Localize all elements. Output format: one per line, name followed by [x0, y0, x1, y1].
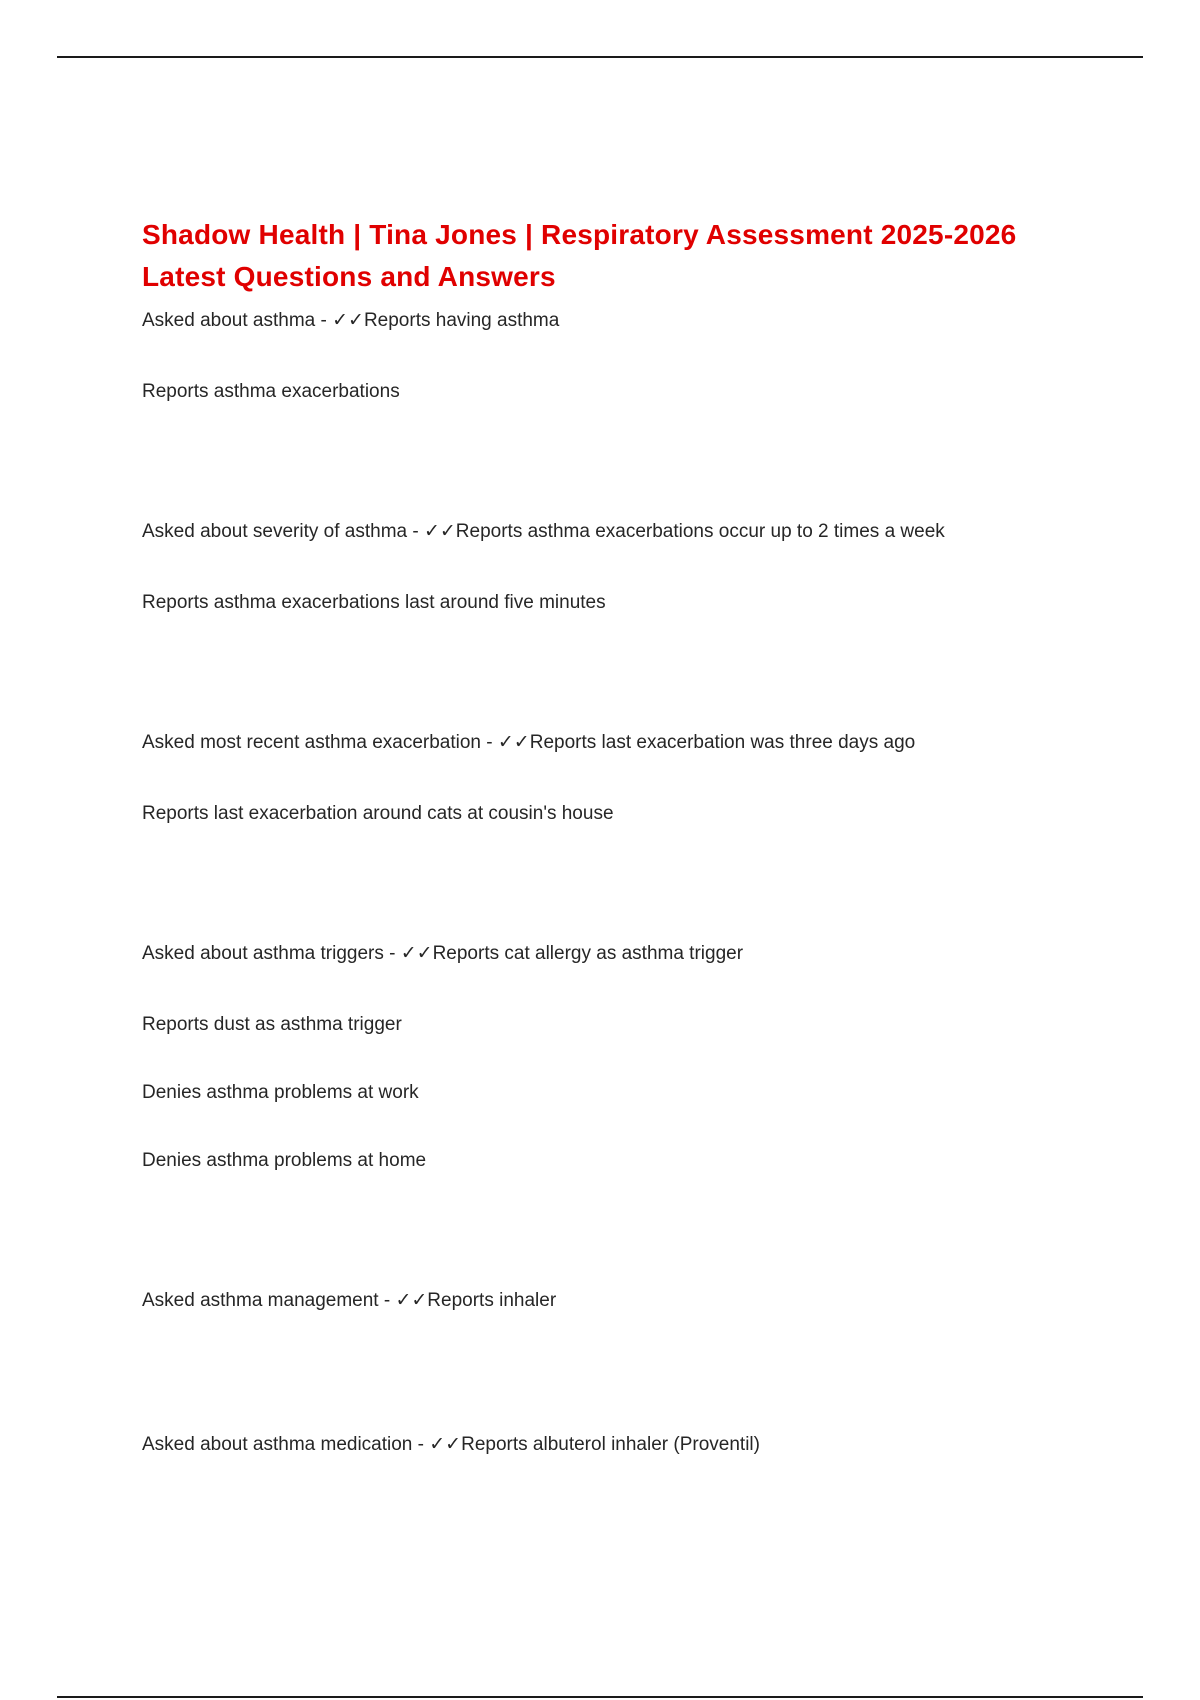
qa-line: Reports dust as asthma trigger	[142, 1014, 402, 1035]
qa-line: Asked about asthma triggers - ✓✓Reports cat allergy as asthma trigger	[142, 943, 744, 964]
qa-line: Asked most recent asthma exacerbation - ✓✓Reports last exacerbation was three days ago	[142, 732, 916, 753]
qa-line: Denies asthma problems at home	[142, 1150, 427, 1171]
qa-line: Asked asthma management - ✓✓Reports inhaler	[142, 1290, 557, 1311]
qa-line: Asked about asthma - ✓✓Reports having asthma	[142, 310, 560, 331]
qa-line: Reports asthma exacerbations last around five minutes	[142, 592, 606, 613]
qa-line: Reports last exacerbation around cats at cousin's house	[142, 803, 614, 824]
qa-line: Asked about asthma medication - ✓✓Reports albuterol inhaler (Proventil)	[142, 1434, 760, 1455]
qa-line: Denies asthma problems at work	[142, 1082, 419, 1103]
document-title: Shadow Health | Tina Jones | Respiratory Assessment 2025-2026 Latest Questions and Answers	[142, 219, 1017, 292]
document-body	[142, 214, 1082, 1458]
bottom-rule	[57, 1696, 1143, 1698]
top-rule	[57, 56, 1143, 58]
qa-line: Asked about severity of asthma - ✓✓Reports asthma exacerbations occur up to 2 times a week	[142, 521, 945, 542]
qa-line: Reports asthma exacerbations	[142, 381, 400, 402]
